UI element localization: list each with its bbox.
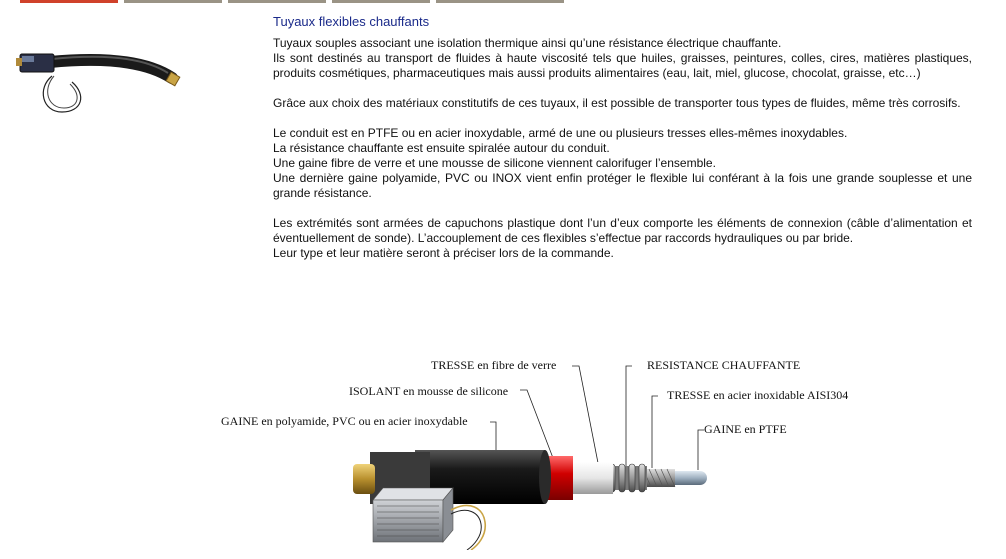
label-silicone-insulation: ISOLANT en mousse de silicone [349, 384, 509, 398]
paragraph-intro: Tuyaux souples associant une isolation thermique ainsi qu’une résistance électrique chauffante. [273, 36, 782, 50]
page-title: Tuyaux flexibles chauffants [273, 14, 430, 29]
paragraph-ends: Les extrémités sont armées de capuchons plastique dont l’un d’eux comporte les éléments de connexion (câble d’alimentation et éventuellement de sonde). L’accouplement de ces flexibles s’effectue par raccords hydrauliques ou par bride. [273, 216, 972, 245]
paragraph-conduit: Le conduit est en PTFE ou en acier inoxydable, armé de une ou plusieurs tresses elles-mêmes inoxydables. [273, 126, 848, 140]
hose-cutaway-drawing [215, 350, 875, 550]
tab-5[interactable] [436, 0, 564, 3]
description [273, 36, 972, 261]
product-thumbnail [12, 40, 184, 120]
top-tab-bar [0, 0, 1006, 4]
outer-sheath-cut [539, 450, 551, 504]
hose-cutaway-diagram [215, 350, 875, 550]
connection-box [373, 488, 453, 542]
glass-fibre-braid [567, 462, 613, 494]
label-ptfe-sheath: GAINE en PTFE [704, 422, 787, 436]
paragraph-order: Leur type et leur matière seront à préciser lors de la commande. [273, 246, 614, 260]
tab-1[interactable] [20, 0, 118, 3]
probe-wire [451, 510, 481, 550]
paragraph-materials: Grâce aux choix des matériaux constitutifs de ces tuyaux, il est possible de transporter tous types de fluides, même très corrosifs. [273, 96, 961, 110]
label-glass-fibre-braid: TRESSE en fibre de verre [431, 358, 557, 372]
paragraph-outer-sheath: Une dernière gaine polyamide, PVC ou INOX vient enfin protéger le flexible lui conférant à la fois une grande souplesse et une grande résistance. [273, 171, 972, 200]
label-heating-resistance: RESISTANCE CHAUFFANTE [647, 358, 801, 372]
tab-4[interactable] [332, 0, 430, 3]
tab-2[interactable] [124, 0, 222, 3]
label-outer-sheath: GAINE en polyamide, PVC ou en acier inoxydable [221, 414, 468, 428]
tab-3[interactable] [228, 0, 326, 3]
brass-fitting [353, 464, 375, 494]
paragraph-insulation: Une gaine fibre de verre et une mousse de silicone viennent calorifuger l’ensemble. [273, 156, 716, 170]
label-steel-braid: TRESSE en acier inoxidable AISI304 [667, 388, 849, 402]
paragraph-uses: Ils sont destinés au transport de fluides à haute viscosité tels que huiles, graisses, peintures, colles, cires, matières plastiques, produits cosmétiques, pharmaceutiques mais aussi produits alimentaires (eau, lait, miel, glucose, chocolat, graisse, etc…) [273, 51, 972, 80]
paragraph-resistance: La résistance chauffante est ensuite spiralée autour du conduit. [273, 141, 610, 155]
heated-hose-illustration [16, 54, 180, 112]
